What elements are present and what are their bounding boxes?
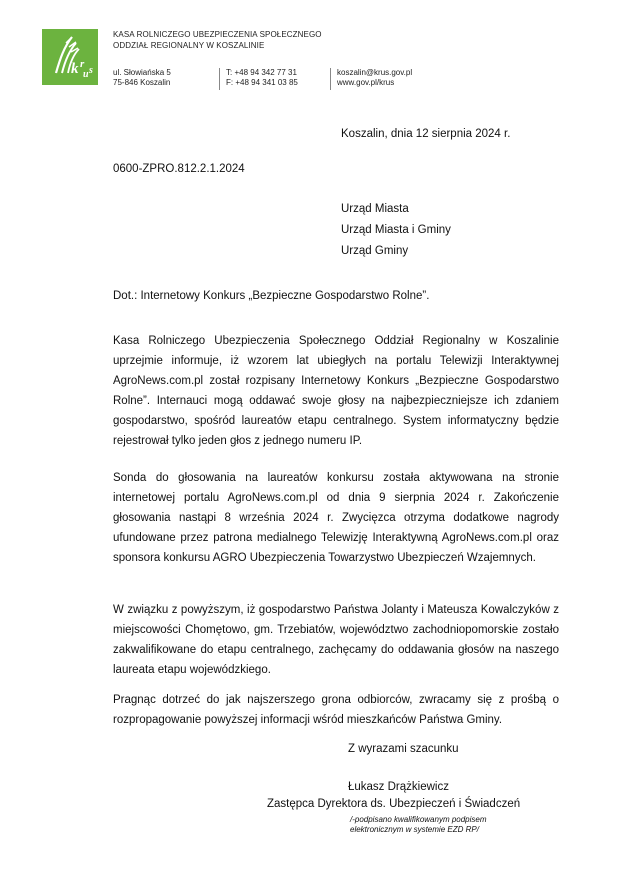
org-line-1: KASA ROLNICZEGO UBEZPIECZENIA SPOŁECZNEGO: [113, 30, 322, 39]
recipient-item: Urząd Miasta: [341, 203, 409, 215]
signature-note-line-2: elektronicznym w systemie EZD RP/: [350, 825, 479, 834]
online-contact-block: [330, 68, 412, 90]
svg-text:k: k: [71, 61, 79, 77]
svg-text:s: s: [89, 65, 93, 76]
email-link[interactable]: koszalin@krus.gov.pl: [337, 68, 413, 77]
recipients-list: [341, 199, 451, 262]
krus-logo: [42, 29, 98, 85]
signature-note: [350, 815, 487, 835]
address-city: 75-846 Koszalin: [113, 78, 171, 87]
closing-line: Z wyrazami szacunku: [348, 743, 459, 755]
website-link[interactable]: www.gov.pl/krus: [337, 78, 395, 87]
organization-name: [113, 29, 322, 51]
signatory-name: Łukasz Drążkiewicz: [348, 781, 449, 793]
recipient-item: Urząd Gminy: [341, 245, 409, 257]
svg-text:r: r: [80, 58, 85, 70]
date-line: Koszalin, dnia 12 sierpnia 2024 r.: [341, 128, 511, 140]
subject-line: Dot.: Internetowy Konkurs „Bezpieczne Gospodarstwo Rolne”.: [113, 290, 430, 302]
body-paragraph-1: Kasa Rolniczego Ubezpieczenia Społecznego Oddział Regionalny w Koszalinie uprzejmie informuje, iż wzorem lat ubiegłych na portalu Telewizji Interaktywnej AgroNews.com.pl został rozpisany Internetowy Konkurs „Bezpieczne Gospodarstwo Rolne”. Internauci mogą oddawać swoje głosy na najbezpieczniejsze ich zdaniem gospodarstwo, spośród laureatów etapu centralnego. System informatyczny będzie rejestrował tylko jeden głos z jednego numeru IP.: [113, 335, 559, 447]
phone-number: T: +48 94 342 77 31: [226, 68, 297, 77]
reference-number: 0600-ZPRO.812.2.1.2024: [113, 163, 245, 175]
krus-logo-icon: [42, 29, 98, 85]
body-paragraph-2: Sonda do głosowania na laureatów konkursu została aktywowana na stronie internetowej portalu AgroNews.com.pl od dnia 9 sierpnia 2024 r. Zakończenie głosowania nastąpi 8 września 2024 r. Zwycięzca otrzyma dodatkowe nagrody ufundowane przez patrona medialnego Telewizję Interaktywną AgroNews.com.pl oraz sponsora konkursu AGRO Ubezpieczenia Towarzystwo Ubezpieczeń Wzajemnych.: [113, 472, 559, 564]
signature-note-line-1: /-podpisano kwalifikowanym podpisem: [350, 815, 487, 824]
address-street: ul. Słowiańska 5: [113, 68, 171, 77]
svg-text:u: u: [83, 69, 89, 80]
phone-block: [219, 68, 298, 90]
recipient-item: Urząd Miasta i Gminy: [341, 224, 451, 236]
body-paragraph-3: W związku z powyższym, iż gospodarstwo Państwa Jolanty i Mateusza Kowalczyków z miejscowości Chomętowo, gm. Trzebiatów, województwo zachodniopomorskie zostało zakwalifikowane do etapu centralnego, zachęcamy do oddawania głosów na naszego laureata etapu wojewódzkiego.: [113, 604, 559, 676]
fax-number: F: +48 94 341 03 85: [226, 78, 298, 87]
body-paragraph-4: Pragnąc dotrzeć do jak najszerszego grona odbiorców, zwracamy się z prośbą o rozpropagowanie powyższej informacji wśród mieszkańców Państwa Gminy.: [113, 694, 559, 726]
address-block: [113, 68, 171, 88]
signatory-title: Zastępca Dyrektora ds. Ubezpieczeń i Świadczeń: [267, 798, 521, 810]
org-line-2: ODDZIAŁ REGIONALNY W KOSZALINIE: [113, 41, 265, 50]
